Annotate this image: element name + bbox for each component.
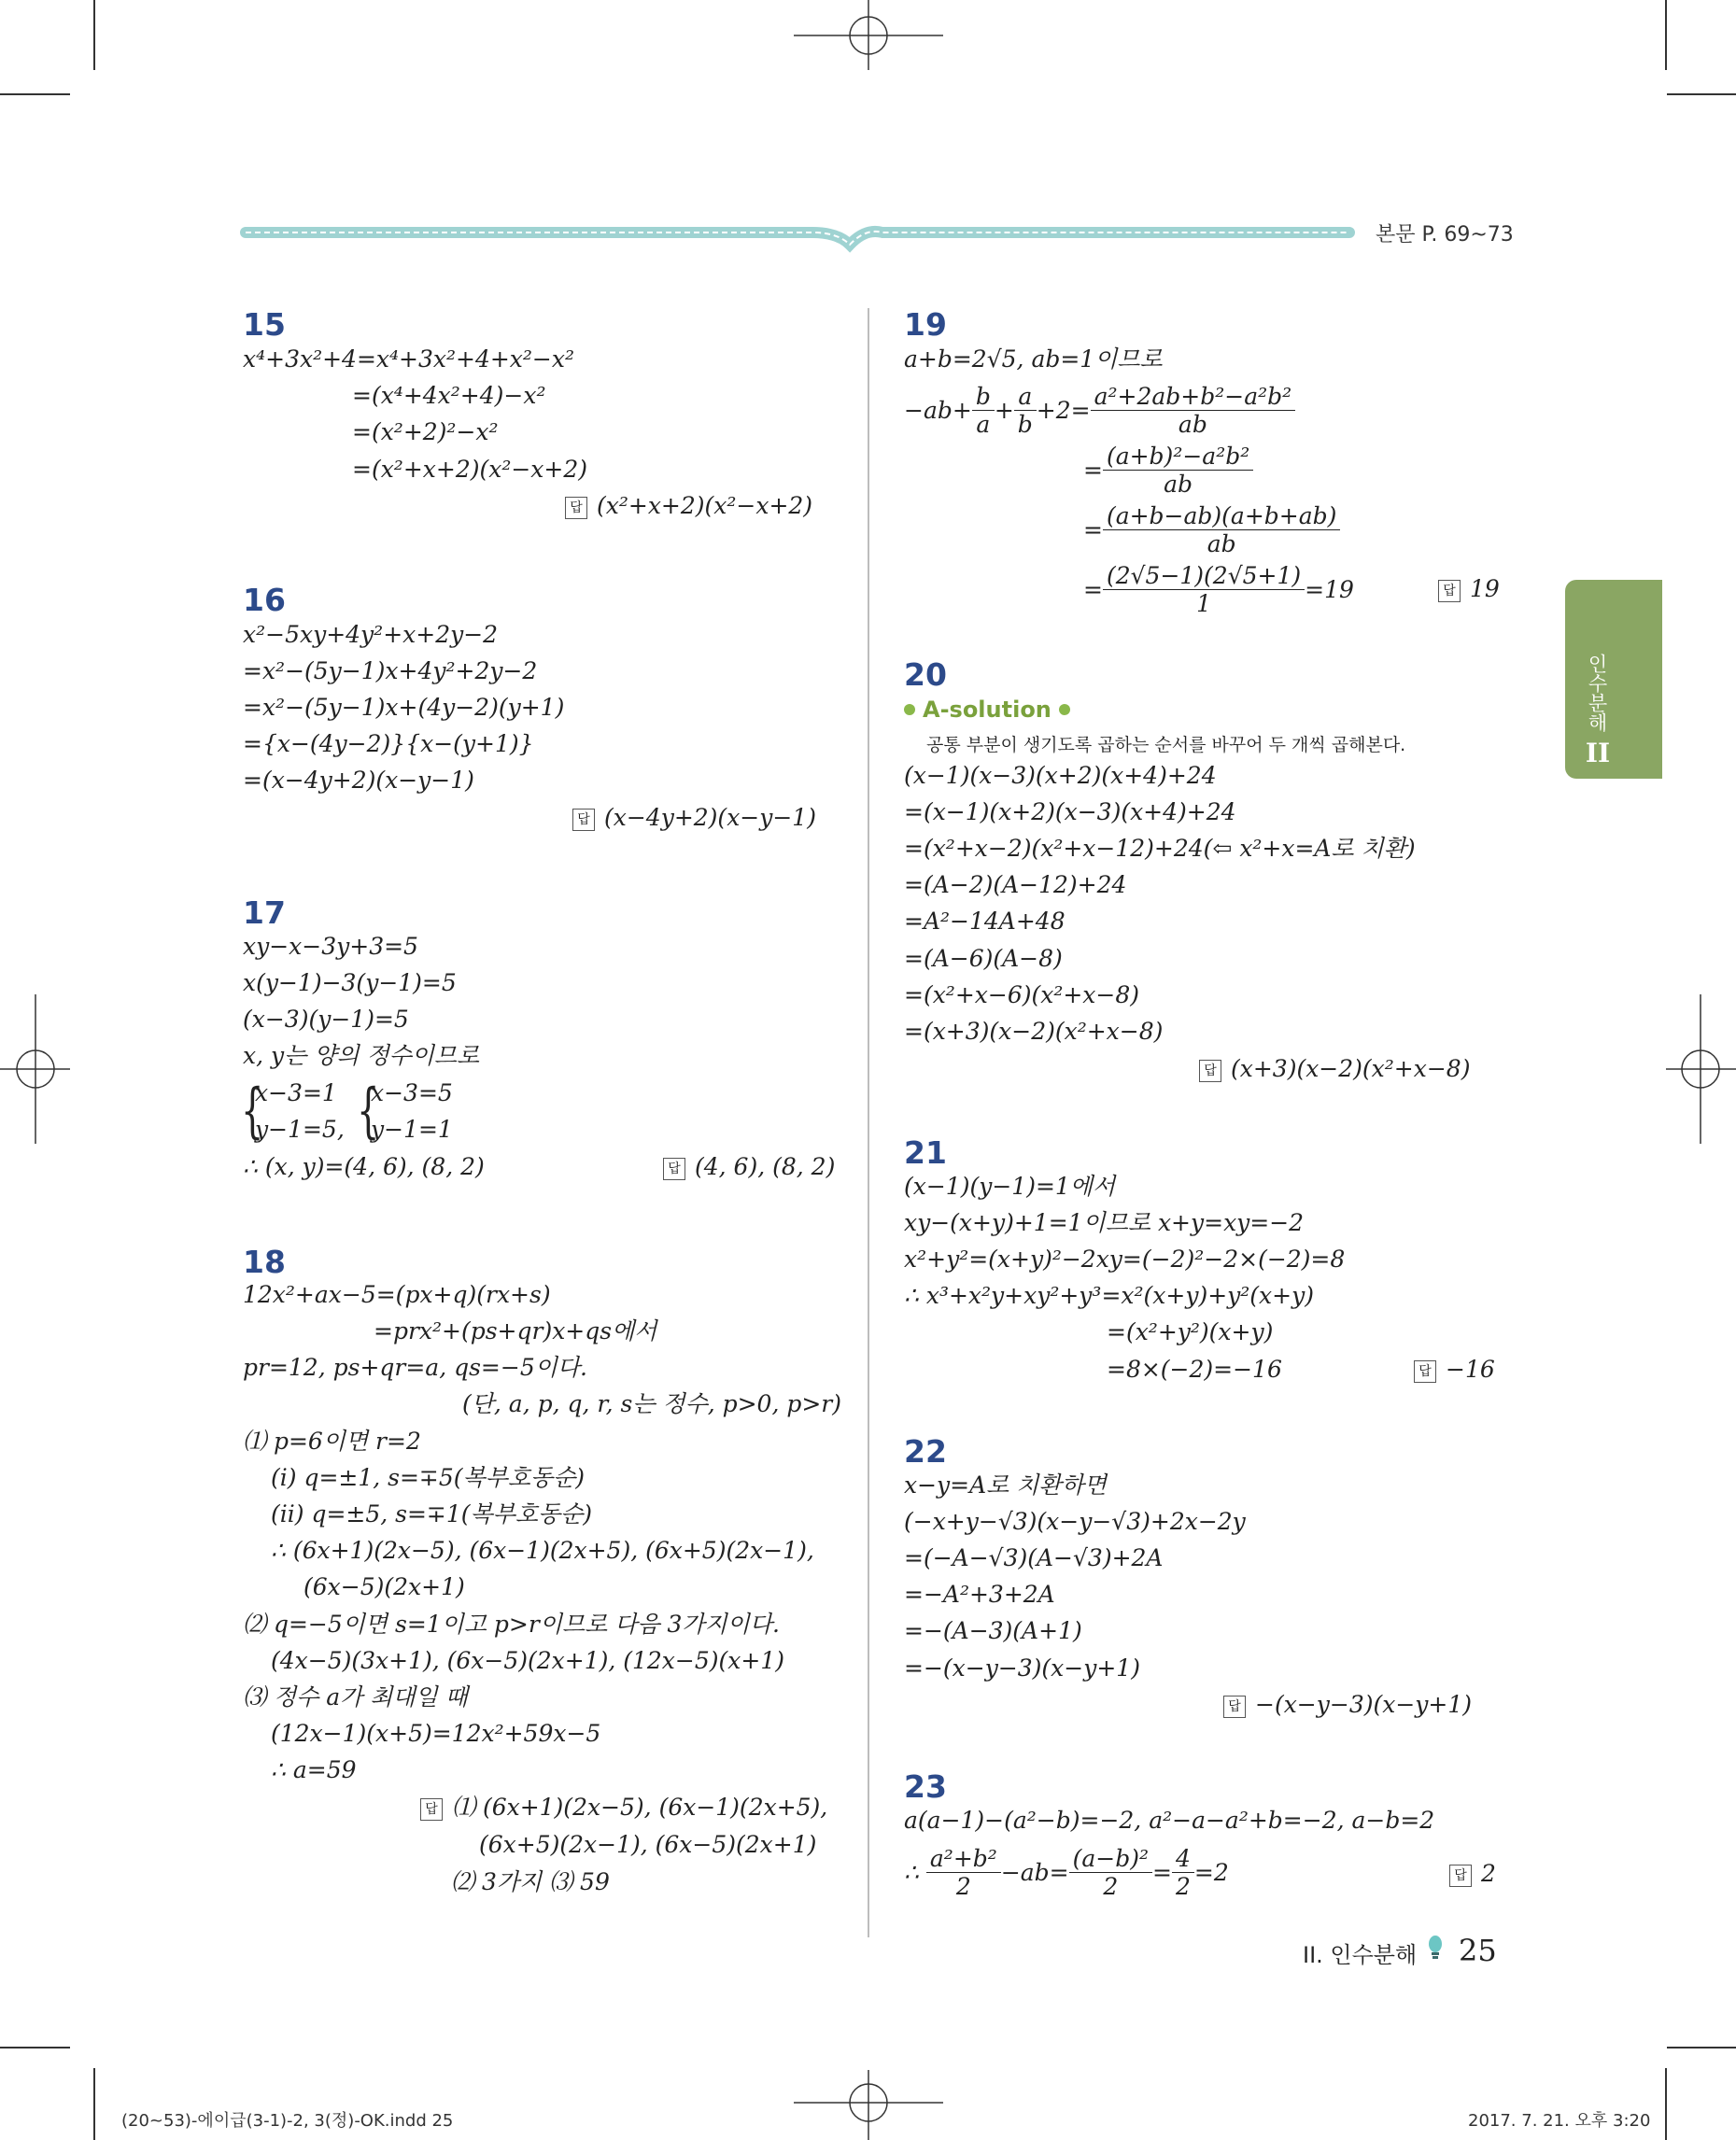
fraction-denominator: b <box>1017 411 1033 438</box>
solution-line: ∴ x³+x²y+xy²+y³=x²(x+y)+y²(x+y) <box>904 1282 1314 1309</box>
problem-number-16: 16 <box>243 582 286 618</box>
answer-20 <box>1199 1057 1470 1082</box>
fraction-numerator: (a+b−ab)(a+b+ab) <box>1103 504 1340 530</box>
solution-line: =x²−(5y−1)x+(4y−2)(y+1) <box>243 694 565 721</box>
crop-mark <box>93 2068 95 2140</box>
solution-line: x²−5xy+4y²+x+2y−2 <box>243 621 499 648</box>
page-number: 25 <box>1459 1933 1497 1968</box>
solution-line: =(x⁴+4x²+4)−x² <box>352 382 546 409</box>
solution-line: ∴ (x, y)=(4, 6), (8, 2) <box>243 1153 485 1180</box>
fraction-numerator: a²+2ab+b²−a²b² <box>1091 385 1296 411</box>
fraction-row <box>904 1847 1229 1898</box>
answer-text: (x²+x+2)(x²−x+2) <box>597 492 813 519</box>
solution-line: =prx²+(ps+qr)x+qs에서 <box>374 1317 657 1345</box>
registration-mark <box>0 994 75 1144</box>
answer-mark: 답 <box>1223 1696 1246 1718</box>
solution-line: =A²−14A+48 <box>904 908 1066 935</box>
answer-text: ⑴ (6x+1)(2x−5), (6x−1)(2x+5), <box>452 1794 828 1821</box>
solution-line: ⑵ q=−5이면 s=1이고 p>r이므로 다음 3가지이다. <box>243 1611 780 1638</box>
solution-line: ∴ (6x+1)(2x−5), (6x−1)(2x+5), (6x+5)(2x−1), <box>271 1537 814 1564</box>
fraction-denominator: a <box>976 411 991 438</box>
fraction-row <box>904 385 1295 436</box>
operator: =19 <box>1305 576 1354 603</box>
system-eq: x−3=5 <box>371 1079 453 1106</box>
solution-line: (x−3)(y−1)=5 <box>243 1006 409 1033</box>
system-brace: { <box>241 1077 264 1146</box>
solution-line: ∴ a=59 <box>271 1756 357 1783</box>
system-eq: y−1=1 <box>371 1116 453 1143</box>
therefore-sign: ∴ <box>904 1859 919 1886</box>
answer-text: −16 <box>1446 1356 1495 1383</box>
fraction-numerator: 4 <box>1172 1847 1194 1873</box>
a-solution-title <box>904 697 1070 723</box>
solution-line: =x²−(5y−1)x+4y²+2y−2 <box>243 657 538 684</box>
solution-line: x⁴+3x²+4=x⁴+3x²+4+x²−x² <box>243 345 574 373</box>
lhs-text: −ab+ <box>904 397 972 424</box>
solution-line: x(y−1)−3(y−1)=5 <box>243 969 457 996</box>
answer-22 <box>1223 1693 1472 1718</box>
operator: = <box>1152 1859 1172 1886</box>
crop-mark <box>1667 2047 1736 2048</box>
solution-line: (x−1)(y−1)=1에서 <box>904 1173 1116 1200</box>
solution-line: x²+y²=(x+y)²−2xy=(−2)²−2×(−2)=8 <box>904 1246 1346 1273</box>
solution-line: =(x²+x+2)(x²−x+2) <box>352 456 588 483</box>
operator: =2 <box>1193 1859 1229 1886</box>
solution-line: 12x²+ax−5=(px+q)(rx+s) <box>243 1281 551 1308</box>
system-brace: { <box>357 1077 380 1146</box>
solution-line: =(x²+x−6)(x²+x−8) <box>904 981 1140 1008</box>
solution-line: ={x−(4y−2)}{x−(y+1)} <box>243 730 534 757</box>
solution-line: x, y는 양의 정수이므로 <box>243 1042 480 1069</box>
registration-mark <box>794 0 943 75</box>
fraction-row <box>1083 504 1340 556</box>
answer-21 <box>1414 1358 1495 1383</box>
fraction <box>1103 504 1340 556</box>
answer-mark: 답 <box>1438 580 1461 602</box>
registration-mark <box>1661 994 1736 1144</box>
fraction-denominator: ab <box>1164 471 1193 498</box>
fraction-denominator: 2 <box>1103 1873 1119 1900</box>
chapter-tab-roman: II <box>1585 738 1611 768</box>
answer-text: −(x−y−3)(x−y+1) <box>1255 1691 1473 1718</box>
crop-mark <box>93 0 95 70</box>
fraction-row <box>1083 444 1253 496</box>
problem-number-19: 19 <box>904 306 947 343</box>
solution-line: ⑶ 정수 a가 최대일 때 <box>243 1683 468 1711</box>
operator: = <box>1083 576 1103 603</box>
answer-15 <box>565 494 812 519</box>
answer-mark: 답 <box>1449 1865 1472 1887</box>
answer-mark: 답 <box>572 809 595 831</box>
operator: = <box>1083 516 1103 543</box>
solution-line: =(x²+y²)(x+y) <box>1107 1318 1274 1345</box>
answer-mark: 답 <box>1199 1060 1221 1082</box>
operator: +2= <box>1036 397 1091 424</box>
solution-line: a(a−1)−(a²−b)=−2, a²−a−a²+b=−2, a−b=2 <box>904 1807 1435 1834</box>
solution-line: =(x+3)(x−2)(x²+x−8) <box>904 1018 1164 1045</box>
answer-16 <box>572 806 816 831</box>
crop-mark <box>1665 0 1667 70</box>
problem-number-21: 21 <box>904 1134 947 1171</box>
solution-line: =(x²+x−2)(x²+x−12)+24(⇦ x²+x=A로 치환) <box>904 835 1416 862</box>
solution-line: (ⅰ) q=±1, s=∓5(복부호동순) <box>271 1464 586 1491</box>
header-band <box>238 217 1359 263</box>
solution-line: (단, a, p, q, r, s는 정수, p>0, p>r) <box>462 1390 842 1417</box>
a-solution-text: 공통 부분이 생기도록 곱하는 순서를 바꾸어 두 개씩 곱해본다. <box>926 735 1406 755</box>
solution-line: =(x−1)(x+2)(x−3)(x+4)+24 <box>904 798 1236 825</box>
answer-text: (x+3)(x−2)(x²+x−8) <box>1231 1055 1471 1082</box>
fraction-denominator: ab <box>1178 411 1207 438</box>
fraction <box>1091 385 1296 436</box>
fraction-denominator: ab <box>1207 530 1236 557</box>
solution-line: =(−A−√3)(A−√3)+2A <box>904 1544 1164 1571</box>
solution-line: =−(A−3)(A+1) <box>904 1617 1082 1644</box>
fraction <box>1014 385 1037 436</box>
system-eq: x−3=1 <box>255 1079 337 1106</box>
column-divider <box>868 308 869 1937</box>
solution-line: a+b=2√5, ab=1이므로 <box>904 345 1163 373</box>
operator: −ab= <box>1000 1859 1069 1886</box>
solution-line: x−y=A로 치환하면 <box>904 1471 1107 1499</box>
solution-line: xy−(x+y)+1=1이므로 x+y=xy=−2 <box>904 1209 1305 1236</box>
bullet-dot <box>1059 704 1070 715</box>
solution-line: (4x−5)(3x+1), (6x−5)(2x+1), (12x−5)(x+1) <box>271 1647 784 1674</box>
answer-18 <box>420 1795 827 1821</box>
solution-line: =−(x−y−3)(x−y+1) <box>904 1654 1140 1682</box>
solution-line: pr=12, ps+qr=a, qs=−5이다. <box>243 1354 587 1381</box>
solution-line: ⑴ p=6이면 r=2 <box>243 1428 421 1455</box>
fraction-numerator: a <box>1014 385 1037 411</box>
problem-number-22: 22 <box>904 1433 947 1470</box>
answer-mark: 답 <box>663 1158 685 1180</box>
footer-date: 2017. 7. 21. 오후 3:20 <box>1468 2111 1651 2131</box>
fraction-numerator: (2√5−1)(2√5+1) <box>1103 564 1305 590</box>
fraction-denominator: 1 <box>1196 590 1211 617</box>
chapter-tab-label: 인수분해 <box>1586 654 1608 732</box>
solution-line: =8×(−2)=−16 <box>1107 1356 1282 1383</box>
answer-mark: 답 <box>1414 1360 1436 1383</box>
fraction <box>972 385 995 436</box>
answer-text: (x−4y+2)(x−y−1) <box>604 804 816 831</box>
crop-mark <box>0 93 70 95</box>
answer-23 <box>1449 1862 1496 1887</box>
answer-mark: 답 <box>565 497 587 519</box>
answer-18-cont: (6x+5)(2x−1), (6x−5)(2x+1) <box>479 1831 817 1858</box>
solution-line: (12x−1)(x+5)=12x²+59x−5 <box>271 1720 601 1747</box>
answer-19 <box>1438 577 1500 602</box>
fraction <box>1069 1847 1152 1898</box>
system-eq: y−1=5, <box>255 1116 345 1143</box>
solution-line: xy−x−3y+3=5 <box>243 933 418 960</box>
solution-line: (x−1)(x−3)(x+2)(x+4)+24 <box>904 762 1217 789</box>
fraction-denominator: 2 <box>1175 1873 1191 1900</box>
crop-mark <box>1667 93 1736 95</box>
lightbulb-icon <box>1427 1935 1444 1963</box>
fraction <box>1103 444 1253 496</box>
fraction <box>1103 564 1305 615</box>
problem-number-18: 18 <box>243 1244 286 1280</box>
fraction-denominator: 2 <box>955 1873 971 1900</box>
problem-number-15: 15 <box>243 306 286 343</box>
solution-line: =−A²+3+2A <box>904 1581 1055 1608</box>
fraction-numerator: (a+b)²−a²b² <box>1103 444 1253 471</box>
fraction-numerator: a²+b² <box>926 1847 1001 1873</box>
page-ref: 본문 P. 69~73 <box>1376 223 1514 246</box>
fraction-numerator: (a−b)² <box>1069 1847 1152 1873</box>
footer-file: (20~53)-에이급(3-1)-2, 3(정)-OK.indd 25 <box>121 2111 454 2131</box>
answer-text: 19 <box>1470 575 1500 602</box>
operator: + <box>994 397 1014 424</box>
solution-line: =(A−2)(A−12)+24 <box>904 871 1127 898</box>
answer-17 <box>663 1155 835 1180</box>
fraction-row <box>1083 564 1354 615</box>
answer-mark: 답 <box>420 1798 443 1821</box>
answer-18-cont: ⑵ 3가지 ⑶ 59 <box>451 1868 610 1895</box>
footer-chapter: II. 인수분해 <box>1303 1942 1418 1968</box>
solution-line: =(x−4y+2)(x−y−1) <box>243 767 474 794</box>
solution-line: (6x−5)(2x+1) <box>303 1573 465 1600</box>
problem-number-20: 20 <box>904 656 947 693</box>
fraction <box>926 1847 1001 1898</box>
fraction-numerator: b <box>972 385 995 411</box>
registration-mark <box>794 2065 943 2140</box>
bullet-dot <box>904 704 915 715</box>
answer-text: 2 <box>1481 1860 1496 1887</box>
solution-line: (ⅱ) q=±5, s=∓1(복부호동순) <box>271 1500 593 1528</box>
operator: = <box>1083 457 1103 484</box>
problem-number-23: 23 <box>904 1768 947 1805</box>
solution-line: =(x²+2)²−x² <box>352 418 499 445</box>
crop-mark <box>1665 2068 1667 2140</box>
fraction <box>1172 1847 1194 1898</box>
solution-line: (−x+y−√3)(x−y−√3)+2x−2y <box>904 1508 1246 1535</box>
crop-mark <box>0 2047 70 2048</box>
a-solution-label: A-solution <box>923 697 1051 723</box>
problem-number-17: 17 <box>243 894 286 931</box>
answer-text: (4, 6), (8, 2) <box>695 1153 836 1180</box>
solution-line: =(A−6)(A−8) <box>904 945 1063 972</box>
